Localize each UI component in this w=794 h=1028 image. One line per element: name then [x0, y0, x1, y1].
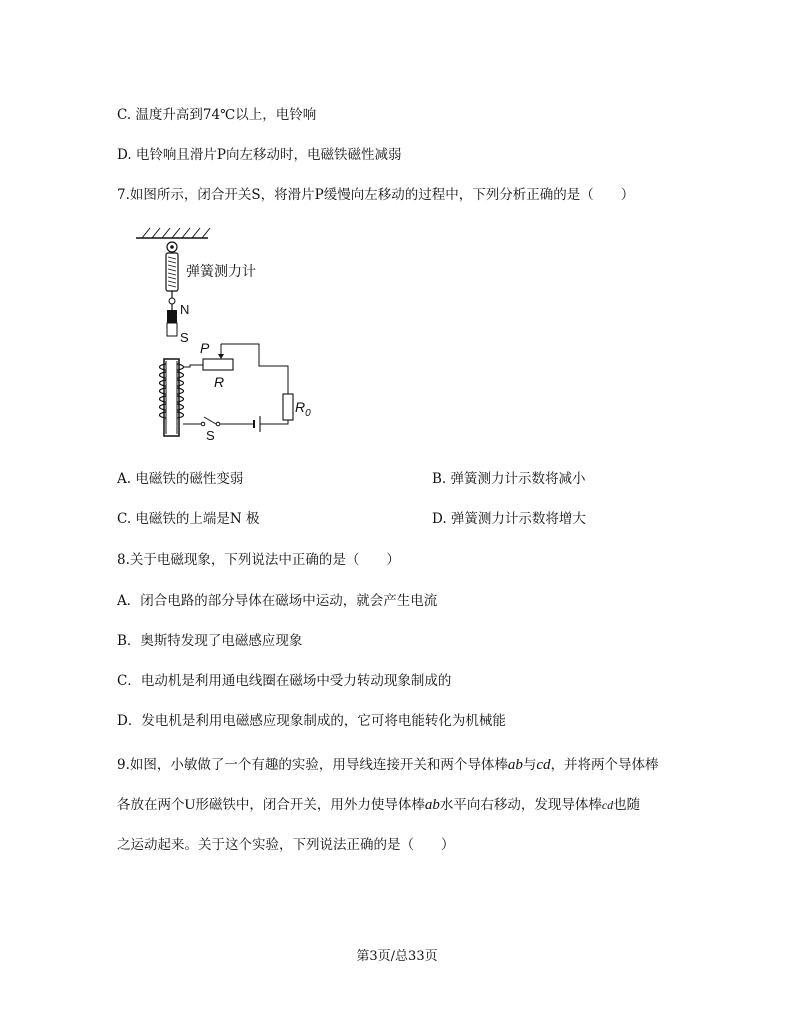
- q7-circuit-figure: [128, 226, 328, 446]
- q8-stem: 8.关于电磁现象，下列说法中正确的是（ ）: [117, 552, 400, 568]
- q7-option-b: B. 弹簧测力计示数将减小: [432, 471, 586, 487]
- q7-option-c: C. 电磁铁的上端是N 极: [117, 511, 260, 527]
- q9-ab-symbol: ab: [424, 797, 440, 813]
- q9-cd-symbol: cd: [601, 798, 614, 812]
- q9-text: 各放在两个: [117, 797, 185, 813]
- q9-cd-symbol: cd: [536, 757, 551, 773]
- r0-label: $R_0$: [295, 399, 311, 419]
- q9-u-symbol: U: [184, 797, 196, 813]
- page-footer: 第3页/总33页: [356, 949, 438, 964]
- q6-option-d: D. 电铃响且滑片P向左移动时，电磁铁磁性减弱: [117, 147, 402, 163]
- q9-text: 形磁铁中，闭合开关，用外力使导体棒: [195, 797, 425, 813]
- q8-option-d: D．发电机是利用电磁感应现象制成的，它可将电能转化为机械能: [117, 713, 506, 729]
- q9-text: 与: [522, 757, 537, 773]
- q9-ab-symbol: ab: [507, 757, 523, 773]
- q9-line-2: [117, 796, 640, 814]
- q9-text: 水平向右移动，发现导体棒: [439, 797, 602, 813]
- q9-line-1: [117, 756, 659, 774]
- q7-option-a: A. 电磁铁的磁性变弱: [117, 471, 244, 487]
- rheostat-r-label: R: [214, 374, 225, 390]
- q9-text: 也随: [613, 797, 641, 813]
- spring-scale-label: 弹簧测力计: [186, 263, 256, 279]
- slider-p-label: P: [200, 340, 210, 356]
- switch-s-label: S: [206, 428, 215, 443]
- q9-text: ，并将两个导体棒: [550, 757, 659, 773]
- q8-option-b: B．奥斯特发现了电磁感应现象: [117, 633, 303, 649]
- q9-line-3: 之运动起来。关于这个实验，下列说法正确的是（ ）: [117, 837, 455, 853]
- magnet-s-label: S: [180, 330, 189, 345]
- q6-option-c: C. 温度升高到74℃以上，电铃响: [117, 107, 317, 123]
- q7-option-d: D. 弹簧测力计示数将增大: [432, 511, 586, 527]
- magnet-n-label: N: [180, 302, 190, 317]
- q8-option-a: A．闭合电路的部分导体在磁场中运动，就会产生电流: [117, 593, 438, 609]
- q7-stem: 7.如图所示，闭合开关S，将滑片P缓慢向左移动的过程中，下列分析正确的是（ ）: [117, 187, 635, 203]
- q8-option-c: C．电动机是利用通电线圈在磁场中受力转动现象制成的: [117, 673, 452, 689]
- q9-text: 9.如图，小敏做了一个有趣的实验，用导线连接开关和两个导体棒: [117, 757, 508, 773]
